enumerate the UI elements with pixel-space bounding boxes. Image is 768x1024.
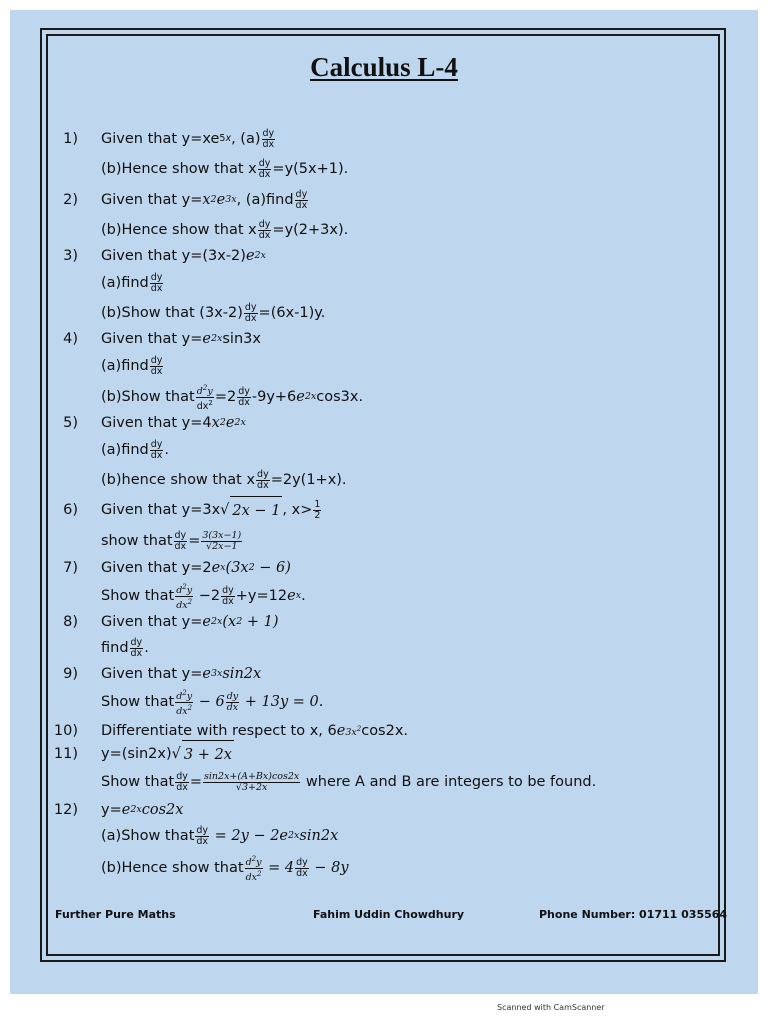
- question-number: 11): [53, 746, 78, 762]
- question-text: y=(sin2x) √ 3 + 2x: [101, 740, 234, 768]
- question-12a: [52, 822, 692, 850]
- question-5: [52, 409, 692, 437]
- question-4a: [52, 352, 692, 380]
- question-5a: [52, 436, 692, 464]
- footer-author: Fahim Uddin Chowdhury: [313, 908, 465, 921]
- question-text: Given that y= e 2x sin3x: [101, 331, 261, 347]
- question-5b: [52, 466, 692, 494]
- question-7: [52, 554, 692, 582]
- question-number: 6): [63, 502, 78, 518]
- question-9: [52, 660, 692, 688]
- question-text: Given that y= e 2x (x 2 + 1): [101, 614, 279, 630]
- question-text: (b)Show that (3x-2) $\frac{dy}{dx}$ =(6x-1)y.: [101, 301, 326, 324]
- question-text: (b)Hence show that x $\frac{dy}{dx}$ =y(2+3x).: [101, 218, 349, 241]
- question-12: [52, 796, 692, 824]
- question-1b: [52, 155, 692, 183]
- question-text: find $\frac{dy}{dx}$ .: [101, 636, 149, 659]
- question-text: Given that y= e 3x sin2x: [101, 666, 262, 682]
- question-number: 10): [53, 723, 78, 739]
- footer-subject: Further Pure Maths: [55, 908, 176, 921]
- question-8: [52, 608, 692, 636]
- question-text: (b)Hence show that x $\frac{dy}{dx}$ =y(5x+1).: [101, 157, 349, 180]
- question-number: 7): [63, 560, 78, 576]
- question-text: Given that y=xe 5x , (a) $\frac{dy}{dx}$: [101, 127, 275, 150]
- question-text: (a)Show that $\frac{dy}{dx}$ = 2y − 2e 2x sin2x: [101, 824, 339, 847]
- question-number: 3): [63, 248, 78, 264]
- question-number: 5): [63, 415, 78, 431]
- scanner-watermark: Scanned with CamScanner: [497, 1003, 605, 1012]
- question-11b: [52, 768, 692, 796]
- question-1: [52, 125, 692, 153]
- question-text: (a)find $\frac{dy}{dx}$: [101, 354, 163, 377]
- question-11: [52, 740, 692, 768]
- question-number: 8): [63, 614, 78, 630]
- question-text: (b)Show that $\frac{d^2y}{dx^2}$ =2 $\frac{dy}{dx}$ -9y+6 e 2x cos3x.: [101, 383, 364, 412]
- question-7b: [52, 582, 692, 610]
- question-text: Show that $\frac{dy}{dx}$ = $\frac{\sin 2x+(A+Bx)\cos 2x}{√3+2x}$ where A and B are integers to be found.: [101, 770, 597, 793]
- question-text: Given that y= x 2 e 3x , (a)find $\frac{dy}{dx}$: [101, 188, 308, 211]
- question-text: Differentiate with respect to x, 6 e $3x^2$ cos2x.: [101, 723, 409, 739]
- question-text: Show that $\frac{d^2y}{dx^2}$ −2 $\frac{dy}{dx}$ +y=12 e x .: [101, 582, 306, 611]
- question-number: 1): [63, 131, 78, 147]
- worksheet-title: Calculus L-4: [310, 52, 458, 82]
- question-text: show that $\frac{dy}{dx}$ = $\frac{3(3x-1)}{√2x-1}$: [101, 529, 242, 552]
- question-text: (a)find $\frac{dy}{dx}$ .: [101, 438, 169, 461]
- question-3: [52, 242, 692, 270]
- question-number: 9): [63, 666, 78, 682]
- question-3a: [52, 269, 692, 297]
- question-text: (b)Hence show that $\frac{d^2y}{dx^2}$ = 4 $\frac{dy}{dx}$ − 8y: [101, 854, 349, 883]
- question-text: y= e 2x cos2x: [101, 802, 184, 818]
- question-text: Given that y=4 x 2 e 2x: [101, 415, 246, 431]
- question-text: Given that y=3x √ 2x − 1 , x> $\frac{1}{2}$: [101, 496, 322, 524]
- question-8b: [52, 634, 692, 662]
- question-text: (a)find $\frac{dy}{dx}$: [101, 271, 163, 294]
- question-number: 4): [63, 331, 78, 347]
- question-text: Show that $\frac{d^2y}{dx^2}$ − 6 $\frac{dy}{dx}$ + 13y = 0.: [101, 688, 324, 717]
- question-3b: [52, 299, 692, 327]
- footer-phone: Phone Number: 01711 035564: [539, 908, 728, 921]
- question-12b: [52, 854, 692, 882]
- question-9b: [52, 688, 692, 716]
- question-4b: [52, 383, 692, 411]
- question-2: [52, 186, 692, 214]
- question-4: [52, 325, 692, 353]
- question-6: [52, 496, 692, 524]
- question-2b: [52, 216, 692, 244]
- question-number: 2): [63, 192, 78, 208]
- question-6b: [52, 527, 692, 555]
- question-text: (b)hence show that x $\frac{dy}{dx}$ =2y(1+x).: [101, 468, 347, 491]
- question-number: 12): [53, 802, 78, 818]
- question-text: Given that y=(3x-2) e 2x: [101, 248, 266, 264]
- question-text: Given that y=2 e x (3x 2 − 6): [101, 560, 291, 576]
